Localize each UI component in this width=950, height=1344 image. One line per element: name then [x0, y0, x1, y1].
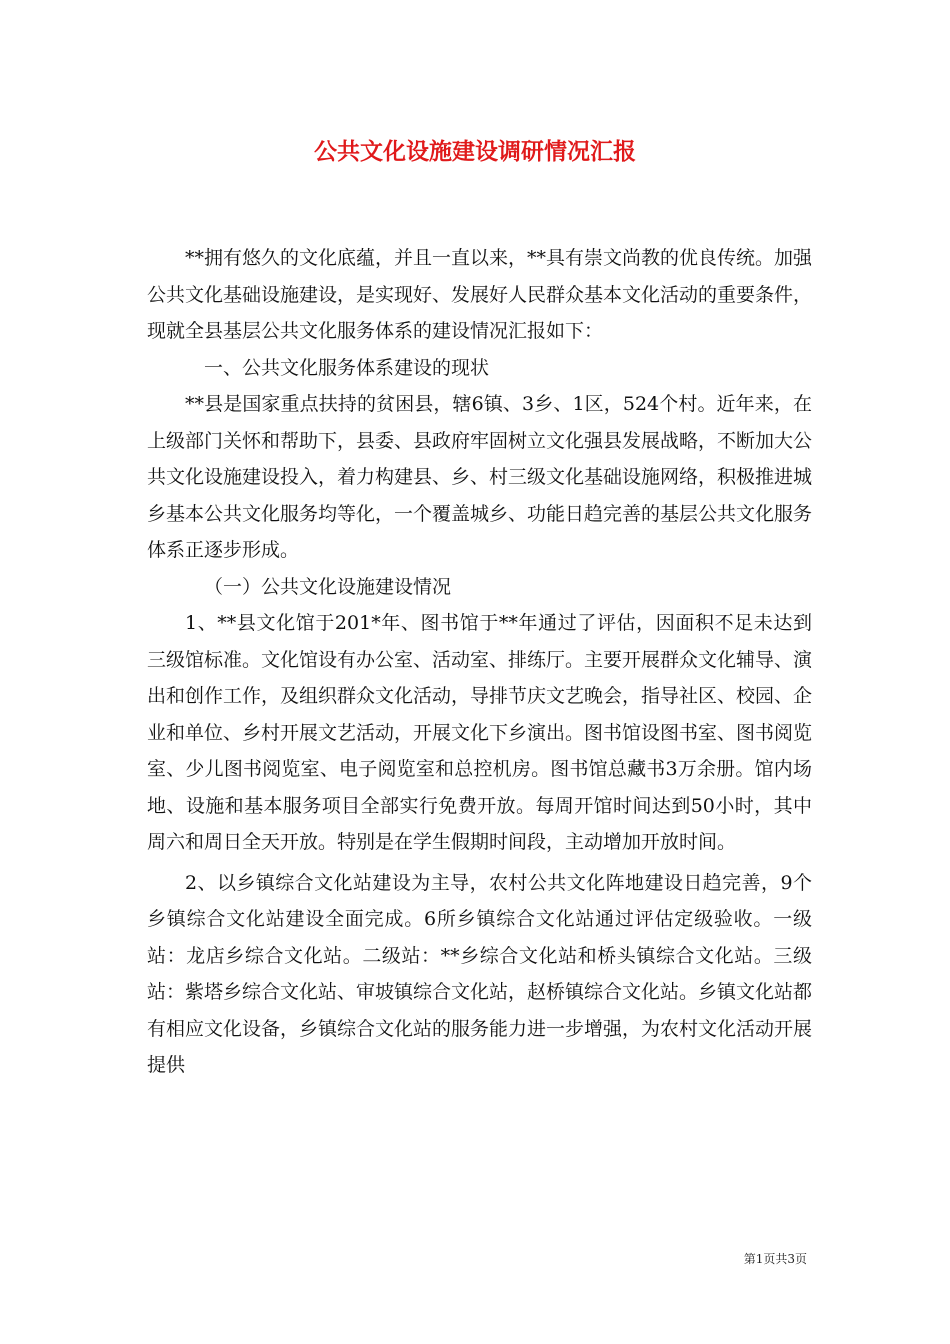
paragraph-item-2: 2、以乡镇综合文化站建设为主导，农村公共文化阵地建设日趋完善，9个乡镇综合文化站建设全面完成。6所乡镇综合文化站通过评估定级验收。一级站：龙店乡综合文化站。二级站：**乡综合文化站和桥头镇综合文化站。三级站：紫塔乡综合文化站、审坡镇综合文化站，赵桥镇综合文化站。乡镇文化站都有相应文化设备，乡镇综合文化站的服务能力进一步增强，为农村文化活动开展提供 [147, 871, 813, 1076]
paragraph-item-1: 1、**县文化馆于201*年、图书馆于**年通过了评估，因面积不足未达到三级馆标准。文化馆设有办公室、活动室、排练厅。主要开展群众文化辅导、演出和创作工作，及组织群众文化活动，导排节庆文艺晚会，指导社区、校园、企业和单位、乡村开展文艺活动，开展文化下乡演出。图书馆设图书室、图书阅览室、少儿图书阅览室、电子阅览室和总控机房。图书馆总藏书3万余册。馆内场地、设施和基本服务项目全部实行免费开放。每周开馆时间达到50小时，其中周六和周日全天开放。特别是在学生假期时间段，主动增加开放时间。 [147, 612, 813, 853]
document-title: 公共文化设施建设调研情况汇报 [314, 138, 636, 165]
section-heading-1: 一、公共文化服务体系建设的现状 [204, 356, 490, 379]
paragraph-overview: **县是国家重点扶持的贫困县，辖6镇、3乡、1区，524个村。近年来，在上级部门关怀和帮助下，县委、县政府牢固树立文化强县发展战略，不断加大公共文化设施建设投入，着力构建县、乡、村三级文化基础设施网络，积极推进城乡基本公共文化服务均等化，一个覆盖城乡、功能日趋完善的基层公共文化服务体系正逐步形成。 [147, 393, 813, 561]
subsection-heading-1: （一）公共文化设施建设情况 [204, 575, 452, 598]
document-body [147, 240, 812, 1084]
page-number: 第1页共3页 [743, 1252, 807, 1266]
paragraph-intro: **拥有悠久的文化底蕴，并且一直以来，**具有崇文尚教的优良传统。加强公共文化基础设施建设，是实现好、发展好人民群众基本文化活动的重要条件，现就全县基层公共文化服务体系的建设情况汇报如下： [147, 247, 813, 342]
